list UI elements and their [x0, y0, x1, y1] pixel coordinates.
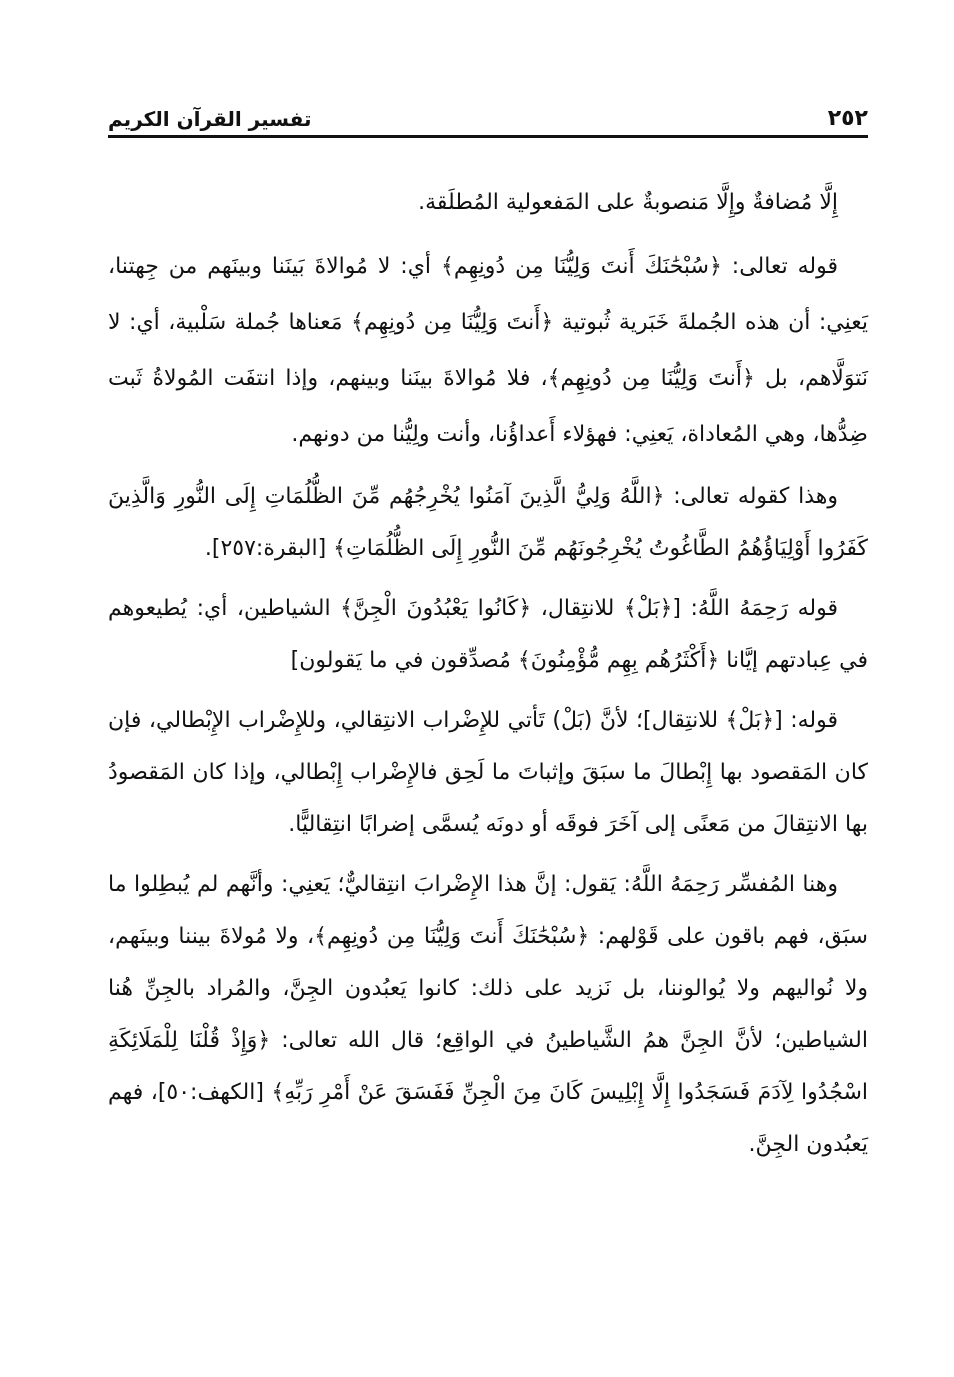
book-title: تفسير القرآن الكريم: [108, 107, 312, 131]
paragraph-3: وهذا كقوله تعالى: ﴿اللَّهُ وَلِيُّ الَّذِينَ آمَنُوا يُخْرِجُهُم مِّنَ الظُّلُمَاتِ إِلَى النُّورِ وَالَّذِينَ كَفَرُوا أَوْلِيَاؤُهُمُ الطَّاغُوتُ يُخْرِجُونَهُم مِّنَ النُّورِ إِلَى الظُّلُمَاتِ﴾ [البقرة:٢٥٧].: [108, 484, 868, 561]
page-body: [108, 175, 868, 1179]
paragraph-2: قوله تعالى: ﴿سُبْحَٰنَكَ أَنتَ وَلِيُّنَا مِن دُونِهِم﴾ أي: لا مُوالاةَ بَينَنا وبينَهم من جِهتنا، يَعنِي: أن هذه الجُملةَ خَبَرية ثُبوتية ﴿أَنتَ وَلِيُّنَا مِن دُونِهِم﴾ مَعناها جُملة سَلْبية، أي: لا نَتوَلَّاهم، بل ﴿أَنتَ وَلِيُّنَا مِن دُونِهِم﴾، فلا مُوالاةَ بينَنا وبينهم، وإذا انتفَت المُولاةُ ثَبت ضِدُّها، وهي المُعاداة، يَعنِي: فهؤلاء أَعداؤُنا، وأنت ولِيُّنا من دونهم.: [108, 254, 868, 447]
paragraph-1: إِلَّا مُضافةٌ وإِلَّا مَنصوبةٌ على المَفعولية المُطلَقة.: [418, 190, 838, 215]
paragraph-4: قوله رَحِمَهُ اللَّهُ: [﴿بَلْ﴾ للانتِقال، ﴿كَانُوا يَعْبُدُونَ الْجِنَّ﴾ الشياطين، أي: يُطيعوهم في عِبادتهم إيَّانا ﴿أَكْثَرُهُم بِهِم مُّؤْمِنُونَ﴾ مُصدِّقون في ما يَقولون]: [108, 596, 868, 673]
paragraph-6: وهنا المُفسِّر رَحِمَهُ اللَّهُ: يَقول: إنَّ هذا الإِضْرابَ انتِقاليٌّ؛ يَعنِي: وأنَّهم لم يُبطِلوا ما سبَق، فهم باقون على قَوْلهم: ﴿سُبْحَٰنَكَ أَنتَ وَلِيُّنَا مِن دُونِهِم﴾، ولا مُولاةَ بيننا وبينَهم، ولا نُواليهم ولا يُوالوننا، بل نَزيد على ذلك: كانوا يَعبُدون الجِنَّ، والمُراد بالجِنِّ هُنا الشياطين؛ لأنَّ الجِنَّ همُ الشَّياطينُ في الواقِع؛ قال الله تعالى: ﴿وَإِذْ قُلْنَا لِلْمَلَائِكَةِ اسْجُدُوا لِآدَمَ فَسَجَدُوا إِلَّا إِبْلِيسَ كَانَ مِنَ الْجِنِّ فَفَسَقَ عَنْ أَمْرِ رَبِّهِ﴾ [الكهف:٥٠]، فهم يَعبُدون الجِنَّ.: [108, 872, 868, 1157]
paragraph-5: قوله: [﴿بَلْ﴾ للانتِقال]؛ لأنَّ (بَلْ) تَأتي للإِضْراب الانتِقالي، وللإِضْراب الإِبْطالي، فإن كان المَقصود بها إِبْطالَ ما سبَقَ وإثباتَ ما لَحِق فالإِضْراب إِبْطالي، وإذا كان المَقصودُ بها الانتِقالَ من مَعنًى إلى آخَرَ فوقَه أو دونَه يُسمَّى إضرابًا انتِقاليًّا.: [108, 708, 868, 837]
page-number: ٢٥٢: [827, 106, 868, 131]
page-header: [108, 98, 868, 138]
